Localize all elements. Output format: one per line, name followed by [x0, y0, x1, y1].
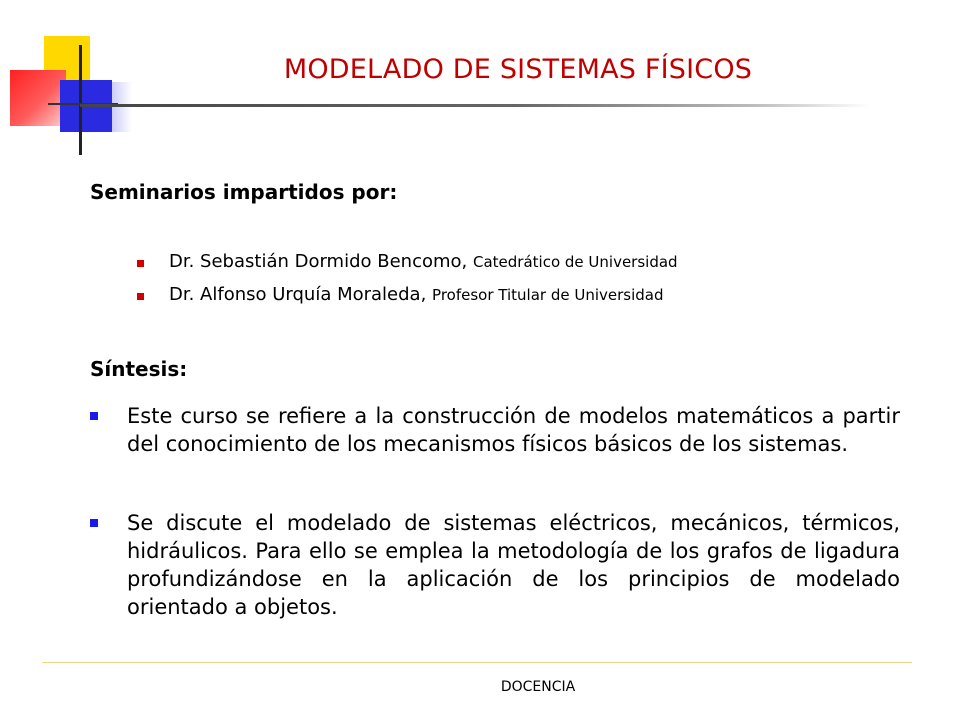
sintesis-heading: Síntesis:	[90, 357, 188, 381]
lecturer-role: Catedrático de Universidad	[473, 253, 678, 271]
sintesis-point-text: Este curso se refiere a la construcción de modelos matemáticos a partir del conocimiento de los mecanismos físicos básicos de los sistemas.	[127, 404, 900, 456]
title-underline	[80, 104, 870, 107]
sintesis-point	[90, 509, 900, 621]
lecturer-name: Dr. Alfonso Urquía Moraleda,	[169, 284, 427, 305]
page-title: MODELADO DE SISTEMAS FÍSICOS	[283, 54, 753, 85]
lecturer-name: Dr. Sebastián Dormido Bencomo,	[169, 251, 468, 272]
square-bullet-icon	[137, 293, 144, 300]
lecturer-role: Profesor Titular de Universidad	[432, 286, 664, 304]
footer-label: DOCENCIA	[500, 679, 576, 695]
square-bullet-icon	[137, 260, 144, 267]
square-bullet-icon	[90, 412, 98, 420]
decorative-logo	[0, 30, 140, 160]
square-bullet-icon	[90, 519, 98, 527]
sintesis-point-text: Se discute el modelado de sistemas eléctricos, mecánicos, térmicos, hidráulicos. Para ello se emplea la metodología de los grafos de ligadura profundizándose en la aplicación de los principios de modelado orientado a objetos.	[127, 511, 900, 619]
seminarios-heading: Seminarios impartidos por:	[90, 180, 398, 204]
footer-divider	[42, 662, 912, 663]
sintesis-point	[90, 402, 900, 458]
